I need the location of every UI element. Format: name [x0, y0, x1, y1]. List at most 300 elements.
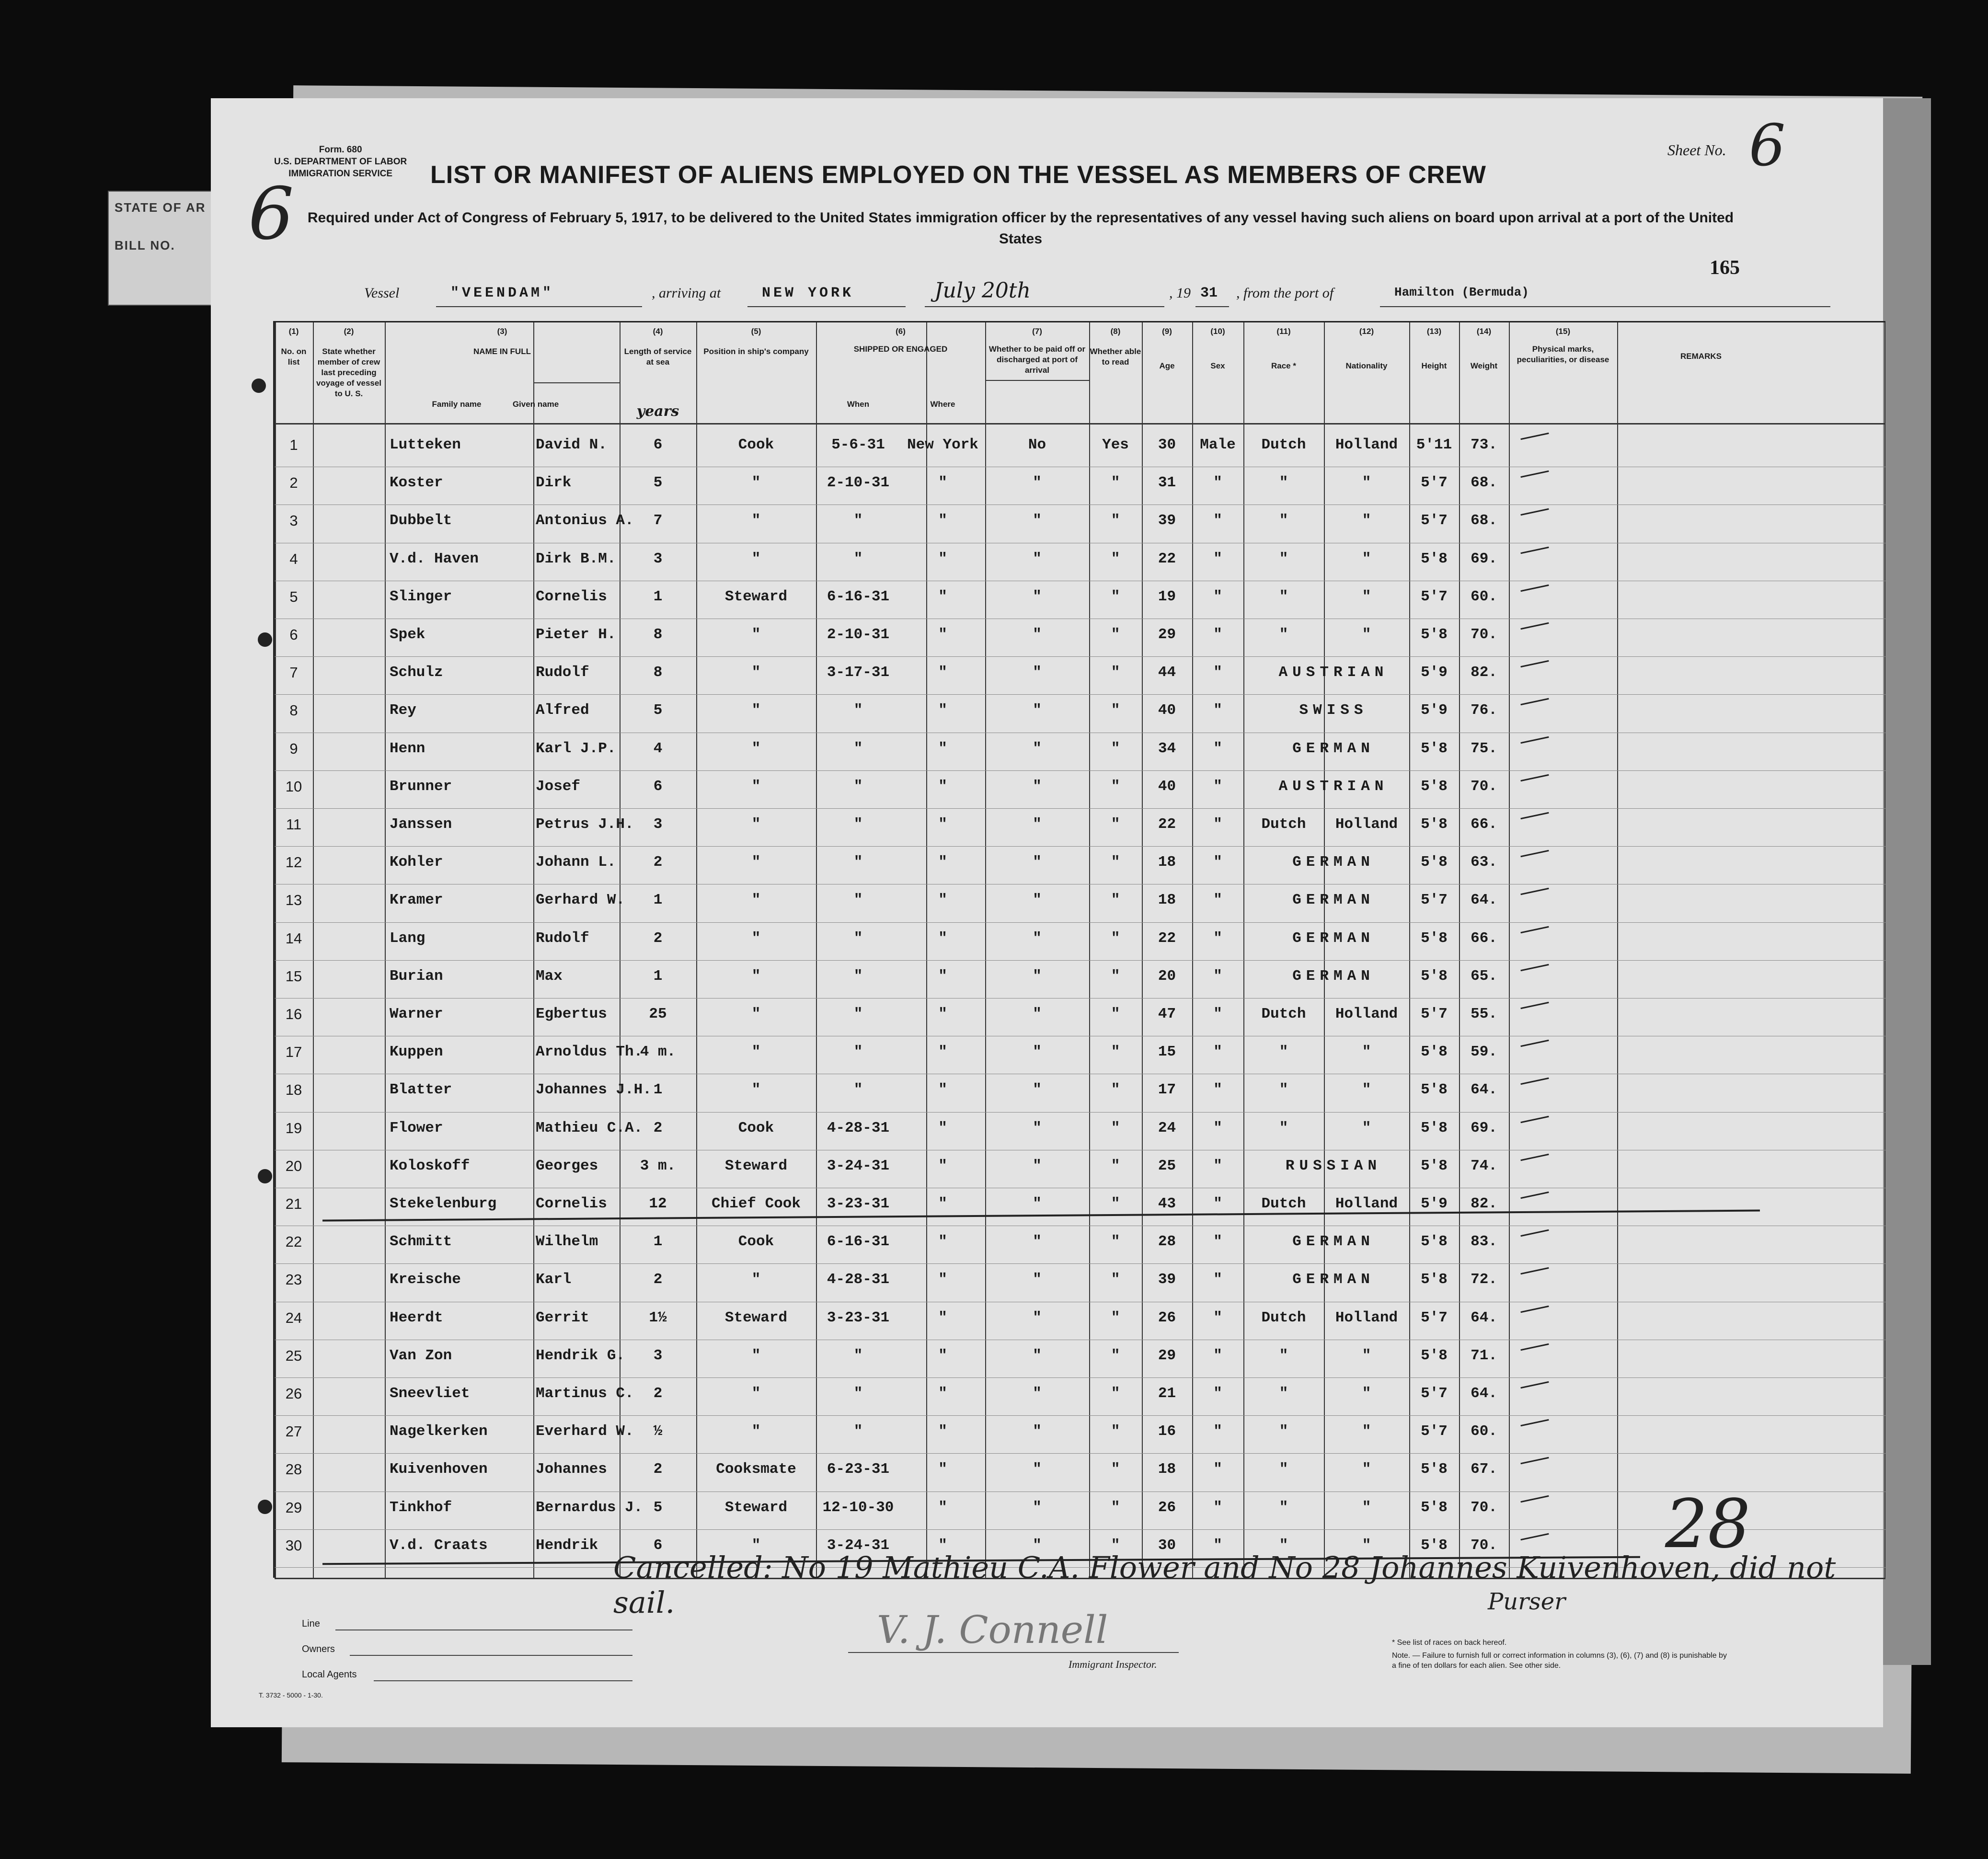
- cell-where: ": [938, 1309, 947, 1326]
- cell-read: ": [1111, 1423, 1120, 1440]
- cell-weight: 76.: [1471, 702, 1497, 719]
- cell-when: ": [853, 930, 863, 947]
- total-mark: 28: [1665, 1485, 1751, 1563]
- cell-sex: ": [1213, 588, 1222, 605]
- cell-position: ": [751, 1081, 761, 1099]
- cell-no: 30: [285, 1537, 302, 1554]
- cell-weight: 60.: [1471, 588, 1497, 605]
- cell-given: Hendrik: [536, 1537, 598, 1554]
- cell-position: Steward: [724, 1499, 788, 1516]
- folded-tab: [108, 191, 218, 306]
- cell-service: 3: [653, 816, 663, 833]
- cell-race: ": [1279, 1119, 1288, 1136]
- cell-service: 3: [653, 550, 663, 567]
- folded-label-bill: BILL NO.: [115, 238, 175, 252]
- col-num-13: (13): [1426, 327, 1442, 336]
- header-when: When: [847, 400, 870, 409]
- row-rule: [275, 694, 1885, 695]
- cell-where: ": [938, 1119, 947, 1136]
- cell-no: 18: [285, 1081, 302, 1099]
- cell-family: Lutteken: [390, 436, 461, 453]
- inspector-signature: V. J. Connell: [877, 1607, 1108, 1652]
- form-service: IMMIGRATION SERVICE: [288, 169, 393, 179]
- cell-height: 5'8: [1421, 1157, 1448, 1174]
- cell-position: Cook: [738, 1233, 774, 1251]
- cell-service: 3 m.: [640, 1157, 676, 1174]
- cell-when: ": [853, 550, 863, 567]
- header-shipped: SHIPPED OR ENGAGED: [853, 344, 948, 354]
- physical-marks-dash: [1520, 1343, 1549, 1351]
- cell-where: ": [938, 740, 947, 757]
- physical-marks-dash: [1520, 964, 1549, 971]
- cell-read: ": [1111, 1081, 1120, 1099]
- cell-service: 6: [653, 436, 663, 453]
- cell-age: 39: [1158, 512, 1176, 529]
- row-rule: [275, 922, 1885, 923]
- cell-no: 15: [285, 967, 302, 985]
- cell-read: ": [1111, 1385, 1120, 1402]
- cell-paid: ": [1033, 967, 1042, 985]
- cell-when: 6-16-31: [827, 1233, 890, 1251]
- cell-service: 4: [653, 740, 663, 757]
- cell-family: Schmitt: [390, 1233, 452, 1251]
- cell-position: ": [751, 740, 761, 757]
- cell-given: Josef: [536, 778, 581, 795]
- cell-service: 2: [653, 1461, 663, 1478]
- header-family-name: Family name: [432, 400, 482, 409]
- cell-paid: ": [1033, 778, 1042, 795]
- cell-weight: 68.: [1471, 512, 1497, 529]
- cell-weight: 64.: [1471, 1385, 1497, 1402]
- cell-no: 25: [285, 1347, 302, 1364]
- cell-position: ": [751, 512, 761, 529]
- row-rule: [275, 770, 1885, 771]
- cell-weight: 64.: [1471, 1081, 1497, 1099]
- physical-marks-dash: [1520, 1040, 1549, 1047]
- cell-nationality: GERMAN: [1292, 740, 1375, 757]
- cell-height: 5'7: [1421, 588, 1448, 605]
- cell-family: Warner: [390, 1006, 443, 1022]
- cell-when: 6-23-31: [827, 1461, 890, 1478]
- cell-height: 5'7: [1421, 1423, 1448, 1440]
- cell-paid: ": [1033, 588, 1042, 605]
- cell-height: 5'9: [1421, 702, 1448, 719]
- cell-nationality: ": [1362, 1385, 1371, 1402]
- cell-weight: 82.: [1471, 1195, 1497, 1212]
- cell-given: Karl J.P.: [536, 740, 616, 757]
- cell-given: Mathieu C.A.: [536, 1119, 643, 1136]
- cell-given: Cornelis: [536, 1195, 607, 1212]
- cell-age: 29: [1158, 626, 1176, 643]
- cell-position: ": [751, 854, 761, 871]
- cell-family: V.d. Craats: [390, 1537, 488, 1554]
- cell-no: 5: [289, 588, 298, 605]
- row-rule: [275, 1529, 1885, 1530]
- cell-where: ": [938, 1233, 947, 1251]
- cell-family: Rey: [390, 702, 416, 719]
- cell-given: Arnoldus Th.: [536, 1044, 643, 1061]
- cell-nationality: AUSTRIAN: [1278, 778, 1389, 795]
- cell-no: 6: [289, 626, 298, 643]
- cell-position: ": [751, 892, 761, 909]
- cell-when: 3-23-31: [827, 1309, 890, 1326]
- cell-given: Cornelis: [536, 588, 607, 605]
- cell-weight: 83.: [1471, 1233, 1497, 1251]
- cell-read: ": [1111, 1461, 1120, 1478]
- cell-height: 5'9: [1421, 664, 1448, 681]
- page-title: LIST OR MANIFEST OF ALIENS EMPLOYED ON THE VESSEL AS MEMBERS OF CREW: [430, 161, 1486, 189]
- physical-marks-dash: [1520, 1419, 1549, 1426]
- cell-read: ": [1111, 854, 1120, 871]
- cell-where: ": [938, 1006, 947, 1022]
- cell-sex: Male: [1200, 436, 1236, 453]
- cell-sex: ": [1213, 1347, 1222, 1364]
- cell-service: 25: [649, 1006, 667, 1022]
- physical-marks-dash: [1520, 1002, 1549, 1009]
- cell-given: Wilhelm: [536, 1233, 598, 1251]
- cell-sex: ": [1213, 740, 1222, 757]
- cell-service: 1: [653, 892, 663, 909]
- cell-service: 1: [653, 588, 663, 605]
- cell-weight: 63.: [1471, 854, 1497, 871]
- cell-paid: ": [1033, 1157, 1042, 1174]
- cell-height: 5'11: [1416, 436, 1452, 453]
- cell-when: ": [853, 1006, 863, 1022]
- header-where: Where: [930, 400, 955, 409]
- cell-no: 23: [285, 1271, 302, 1288]
- cell-weight: 65.: [1471, 967, 1497, 985]
- cell-no: 13: [285, 892, 302, 909]
- cell-age: 20: [1158, 967, 1176, 985]
- cell-sex: ": [1213, 1499, 1222, 1516]
- cell-height: 5'7: [1421, 1006, 1448, 1022]
- cell-read: ": [1111, 816, 1120, 833]
- cell-service: 8: [653, 664, 663, 681]
- cell-service: 8: [653, 626, 663, 643]
- cell-no: 29: [285, 1499, 302, 1516]
- cell-age: 47: [1158, 1006, 1176, 1022]
- cell-nationality: GERMAN: [1292, 854, 1375, 871]
- cell-height: 5'7: [1421, 892, 1448, 909]
- arrival-year: 31: [1200, 285, 1218, 301]
- binder-hole: [258, 1500, 272, 1514]
- cell-no: 22: [285, 1233, 302, 1251]
- cell-read: ": [1111, 550, 1120, 567]
- physical-marks-dash: [1520, 470, 1549, 478]
- cell-nationality: ": [1362, 1044, 1371, 1061]
- cell-no: 9: [289, 740, 298, 757]
- cell-where: ": [938, 702, 947, 719]
- cell-family: Blatter: [390, 1081, 452, 1099]
- cell-given: Petrus J.H.: [536, 816, 634, 833]
- cell-given: Martinus C.: [536, 1385, 634, 1402]
- cell-sex: ": [1213, 1461, 1222, 1478]
- cell-service: 12: [649, 1195, 667, 1212]
- cell-family: Slinger: [390, 588, 452, 605]
- cell-paid: ": [1033, 1347, 1042, 1364]
- cell-position: ": [751, 1006, 761, 1022]
- cell-paid: ": [1033, 930, 1042, 947]
- cell-where: ": [938, 1347, 947, 1364]
- cell-given: Gerrit: [536, 1309, 589, 1326]
- page-subtitle: Required under Act of Congress of February 5, 1917, to be delivered to the United States immigration officer by the representatives of any vessel having such aliens on board upon arrival at a port of the United States: [307, 210, 1734, 247]
- cell-when: 3-17-31: [827, 664, 890, 681]
- cell-sex: ": [1213, 1385, 1222, 1402]
- cell-nationality: RUSSIAN: [1285, 1157, 1382, 1174]
- cell-height: 5'8: [1421, 626, 1448, 643]
- cell-no: 19: [285, 1119, 302, 1136]
- cell-nationality: ": [1362, 1423, 1371, 1440]
- cell-when: 2-10-31: [827, 474, 890, 492]
- cell-race: Dutch: [1261, 816, 1306, 833]
- cell-height: 5'8: [1421, 1044, 1448, 1061]
- col-num-11: (11): [1276, 327, 1291, 336]
- cell-sex: ": [1213, 854, 1222, 871]
- cell-position: ": [751, 1385, 761, 1402]
- cell-position: Steward: [724, 1309, 788, 1326]
- cell-service: 1: [653, 1081, 663, 1099]
- cell-read: ": [1111, 664, 1120, 681]
- physical-marks-dash: [1520, 1495, 1549, 1502]
- cell-height: 5'8: [1421, 854, 1448, 871]
- cell-weight: 74.: [1471, 1157, 1497, 1174]
- cell-height: 5'7: [1421, 474, 1448, 492]
- cell-position: ": [751, 1044, 761, 1061]
- cell-where: ": [938, 854, 947, 871]
- cell-nationality: ": [1362, 1081, 1371, 1099]
- cell-position: Cook: [738, 1119, 774, 1136]
- cell-read: ": [1111, 1195, 1120, 1212]
- cell-age: 31: [1158, 474, 1176, 492]
- cell-race: ": [1279, 1423, 1288, 1440]
- physical-marks-dash: [1520, 812, 1549, 819]
- col-num-15: (15): [1555, 327, 1571, 336]
- cell-race: ": [1279, 1537, 1288, 1554]
- cell-no: 8: [289, 702, 298, 719]
- cell-given: Rudolf: [536, 930, 589, 947]
- manifest-sheet: [211, 98, 1883, 1727]
- cell-family: Flower: [390, 1119, 443, 1136]
- cell-where: ": [938, 474, 947, 492]
- cell-service: 2: [653, 1271, 663, 1288]
- cell-sex: ": [1213, 1195, 1222, 1212]
- cell-nationality: ": [1362, 588, 1371, 605]
- header-age: Age: [1159, 361, 1175, 370]
- arrival-port: NEW YORK: [762, 285, 854, 301]
- cell-family: Janssen: [390, 816, 452, 833]
- cell-position: Cooksmate: [716, 1461, 796, 1478]
- cell-when: 6-16-31: [827, 588, 890, 605]
- cell-sex: ": [1213, 512, 1222, 529]
- cell-no: 16: [285, 1006, 302, 1022]
- cell-weight: 64.: [1471, 892, 1497, 909]
- physical-marks-dash: [1520, 698, 1549, 705]
- header-no-on-list: No. on list: [281, 347, 307, 367]
- binder-hole: [252, 379, 266, 393]
- cell-position: ": [751, 550, 761, 567]
- cell-weight: 68.: [1471, 474, 1497, 492]
- cell-height: 5'8: [1421, 740, 1448, 757]
- row-rule: [275, 1112, 1885, 1113]
- cell-nationality: AUSTRIAN: [1278, 664, 1389, 681]
- cell-no: 26: [285, 1385, 302, 1402]
- cell-when: 5-6-31: [831, 436, 885, 453]
- cell-sex: ": [1213, 892, 1222, 909]
- cell-service: 5: [653, 702, 663, 719]
- physical-marks-dash: [1520, 1305, 1549, 1312]
- cell-race: ": [1279, 474, 1288, 492]
- cell-height: 5'8: [1421, 550, 1448, 567]
- cell-paid: ": [1033, 550, 1042, 567]
- cell-weight: 70.: [1471, 1499, 1497, 1516]
- cell-when: ": [853, 702, 863, 719]
- form-department: U.S. DEPARTMENT OF LABOR: [274, 157, 407, 167]
- header-given-name: Given name: [512, 400, 559, 409]
- cell-race: ": [1279, 1044, 1288, 1061]
- header-name-in-full: NAME IN FULL: [473, 347, 531, 356]
- footer-line-label: Line: [302, 1618, 320, 1629]
- cell-family: Tinkhof: [390, 1499, 452, 1516]
- cell-nationality: ": [1362, 474, 1371, 492]
- cell-read: ": [1111, 778, 1120, 795]
- cell-when: ": [853, 1385, 863, 1402]
- cell-when: 4-28-31: [827, 1119, 890, 1136]
- cell-where: ": [938, 1385, 947, 1402]
- cell-paid: ": [1033, 1233, 1042, 1251]
- cell-age: 34: [1158, 740, 1176, 757]
- cell-no: 10: [285, 778, 302, 795]
- cell-position: Chief Cook: [711, 1195, 801, 1212]
- cell-age: 19: [1158, 588, 1176, 605]
- binder-hole: [258, 632, 272, 647]
- header-years-note: years: [636, 403, 679, 420]
- cell-nationality: ": [1362, 550, 1371, 567]
- cell-sex: ": [1213, 1233, 1222, 1251]
- cell-no: 12: [285, 854, 302, 871]
- cell-position: Steward: [724, 1157, 788, 1174]
- footer-race-note: * See list of races on back hereof.: [1392, 1639, 1507, 1647]
- header-position: Position in ship's company: [703, 347, 809, 356]
- cell-family: Spek: [390, 626, 425, 643]
- cell-read: ": [1111, 967, 1120, 985]
- cell-age: 24: [1158, 1119, 1176, 1136]
- cell-race: ": [1279, 1347, 1288, 1364]
- cell-read: ": [1111, 1157, 1120, 1174]
- cell-given: Pieter H.: [536, 626, 616, 643]
- physical-marks-dash: [1520, 1381, 1549, 1389]
- cell-given: Dirk B.M.: [536, 550, 616, 567]
- cell-no: 11: [286, 816, 302, 833]
- cell-family: Burian: [390, 967, 443, 985]
- cell-read: ": [1111, 512, 1120, 529]
- physical-marks-dash: [1520, 585, 1549, 592]
- cell-service: 5: [653, 1499, 663, 1516]
- cell-height: 5'7: [1421, 1309, 1448, 1326]
- from-label: , from the port of: [1236, 285, 1334, 301]
- cell-when: ": [853, 816, 863, 833]
- header-state-whether: State whether member of crew last preceding voyage of vessel to U. S.: [316, 347, 382, 398]
- header-race: Race *: [1271, 361, 1296, 370]
- cell-read: ": [1111, 1119, 1120, 1136]
- cell-weight: 70.: [1471, 626, 1497, 643]
- header-paid-off: Whether to be paid off or discharged at port of arrival: [988, 344, 1086, 375]
- cell-read: ": [1111, 1309, 1120, 1326]
- col-num-5: (5): [751, 327, 761, 336]
- cell-service: 1: [653, 967, 663, 985]
- cell-when: 4-28-31: [827, 1271, 890, 1288]
- row-rule: [275, 1415, 1885, 1416]
- page-number: 165: [1710, 257, 1740, 279]
- cell-height: 5'8: [1421, 1233, 1448, 1251]
- cell-paid: ": [1033, 702, 1042, 719]
- cell-no: 2: [289, 474, 298, 492]
- header-remarks: REMARKS: [1680, 352, 1722, 361]
- cell-given: Georges: [536, 1157, 598, 1174]
- cell-where: ": [938, 1461, 947, 1478]
- cell-age: 22: [1158, 930, 1176, 947]
- cell-paid: ": [1033, 1537, 1042, 1554]
- cell-when: ": [853, 892, 863, 909]
- cell-weight: 82.: [1471, 664, 1497, 681]
- cell-sex: ": [1213, 664, 1222, 681]
- cell-sex: ": [1213, 816, 1222, 833]
- cell-family: V.d. Haven: [390, 550, 479, 567]
- cell-age: 40: [1158, 702, 1176, 719]
- cell-weight: 66.: [1471, 816, 1497, 833]
- physical-marks-dash: [1520, 1078, 1549, 1085]
- physical-marks-dash: [1520, 1267, 1549, 1274]
- cell-nationality: SWISS: [1299, 702, 1368, 719]
- cell-age: 15: [1158, 1044, 1176, 1061]
- from-port: Hamilton (Bermuda): [1394, 285, 1529, 299]
- cell-given: Alfred: [536, 702, 589, 719]
- crew-table: [273, 321, 1885, 1578]
- cell-given: Dirk: [536, 474, 572, 492]
- cell-height: 5'8: [1421, 1537, 1448, 1554]
- cell-where: ": [938, 816, 947, 833]
- cell-no: 24: [285, 1309, 302, 1326]
- cell-given: David N.: [536, 436, 607, 453]
- year-prefix: , 19: [1169, 285, 1191, 301]
- cell-sex: ": [1213, 1309, 1222, 1326]
- cell-nationality: ": [1362, 626, 1371, 643]
- cell-age: 18: [1158, 1461, 1176, 1478]
- cell-service: 2: [653, 1385, 663, 1402]
- cell-family: Koster: [390, 474, 443, 492]
- physical-marks-dash: [1520, 1533, 1549, 1540]
- cell-nationality: GERMAN: [1292, 1233, 1375, 1251]
- cell-where: ": [938, 1157, 947, 1174]
- cell-given: Everhard W.: [536, 1423, 634, 1440]
- cell-sex: ": [1213, 967, 1222, 985]
- cell-paid: ": [1033, 1006, 1042, 1022]
- cell-sex: ": [1213, 1006, 1222, 1022]
- cell-family: Kramer: [390, 892, 443, 909]
- col-num-6: (6): [896, 327, 906, 336]
- cell-family: Van Zon: [390, 1347, 452, 1364]
- cell-position: ": [751, 778, 761, 795]
- cell-when: 2-10-31: [827, 626, 890, 643]
- cell-nationality: ": [1362, 1347, 1371, 1364]
- cell-age: 18: [1158, 854, 1176, 871]
- cell-age: 17: [1158, 1081, 1176, 1099]
- cell-age: 39: [1158, 1271, 1176, 1288]
- cell-nationality: Holland: [1335, 816, 1398, 833]
- cell-read: Yes: [1102, 436, 1129, 453]
- cell-paid: ": [1033, 816, 1042, 833]
- col-num-14: (14): [1476, 327, 1492, 336]
- cell-age: 21: [1158, 1385, 1176, 1402]
